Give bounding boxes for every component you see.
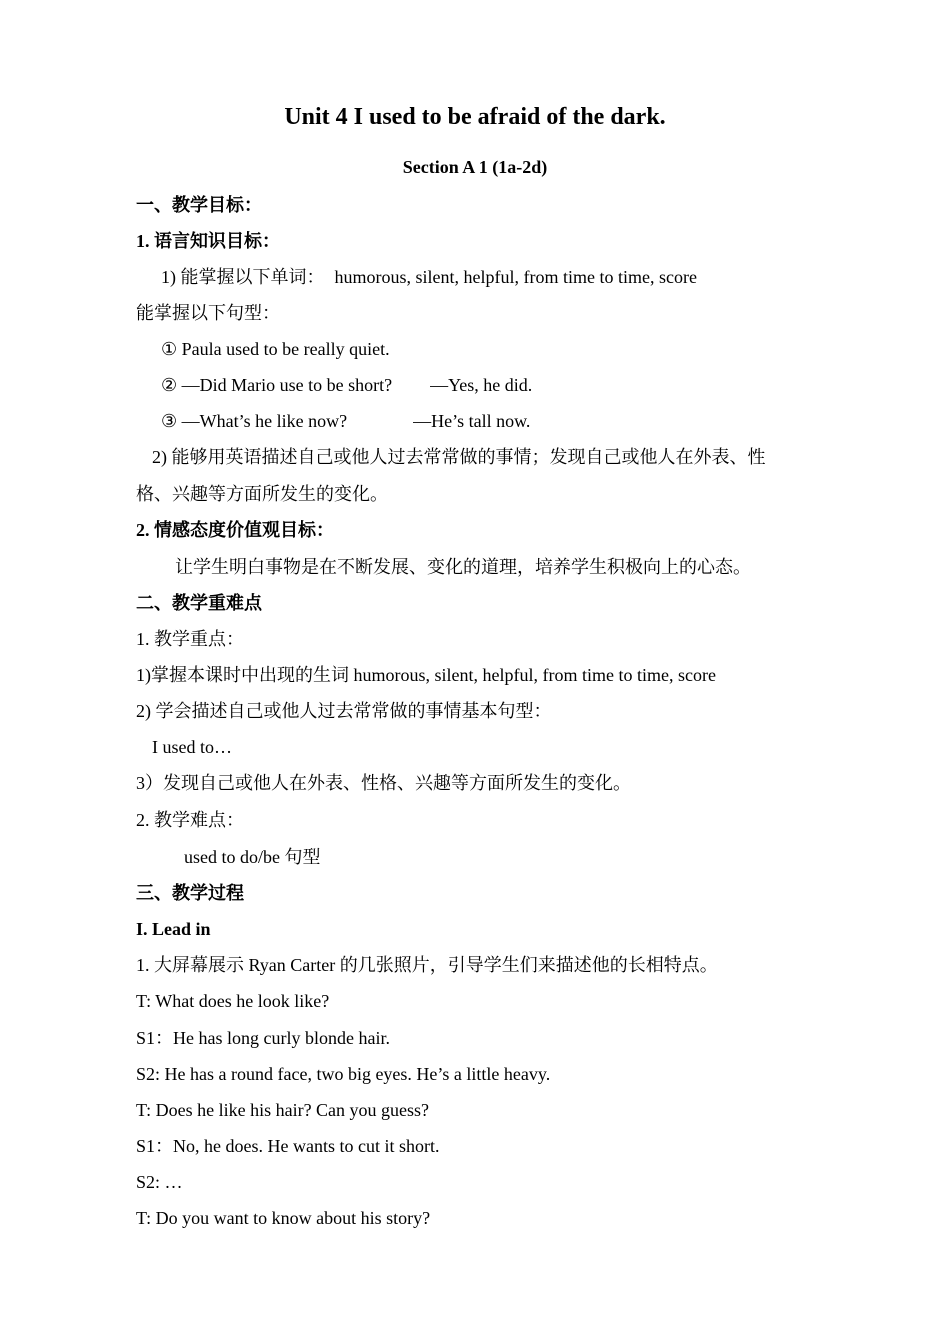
dialogue-line: S2: … bbox=[136, 1172, 183, 1192]
document-subtitle: Section A 1 (1a-2d) bbox=[402, 157, 548, 177]
key-points-heading: 1. 教学重点： bbox=[136, 629, 244, 649]
section-heading-objectives: 一、教学目标： bbox=[136, 195, 262, 215]
goal-2-line-2: 格、兴趣等方面所发生的变化。 bbox=[136, 484, 388, 504]
section-heading-process: 三、教学过程 bbox=[136, 883, 244, 903]
dialogue-line: S2: He has a round face, two big eyes. He’s a little heavy. bbox=[136, 1064, 551, 1084]
difficulty-heading: 2. 教学难点： bbox=[136, 810, 244, 830]
key-point-1: 1)掌握本课时中出现的生词 humorous, silent, helpful, from time to time, score bbox=[136, 665, 716, 685]
pattern-3 bbox=[161, 409, 830, 433]
key-point-3: 3）发现自己或他人在外表、性格、兴趣等方面所发生的变化。 bbox=[136, 773, 631, 793]
key-point-2: 2) 学会描述自己或他人过去常常做的事情基本句型： bbox=[136, 701, 552, 721]
pattern-3-answer: —He’s tall now. bbox=[413, 411, 531, 431]
dialogue-line: T: Does he like his hair? Can you guess? bbox=[136, 1100, 430, 1120]
step-1: 1. 大屏幕展示 Ryan Carter 的几张照片，引导学生们来描述他的长相特点。 bbox=[136, 955, 718, 975]
vocab-label: 1) 能掌握以下单词： bbox=[161, 267, 325, 287]
vocab-line bbox=[161, 265, 830, 289]
affective-goal-text: 让学生明白事物是在不断发展、变化的道理，培养学生积极向上的心态。 bbox=[175, 557, 751, 577]
document-title: Unit 4 I used to be afraid of the dark. bbox=[284, 104, 666, 130]
key-point-2-pattern: I used to… bbox=[152, 737, 232, 757]
section-heading-key-points: 二、教学重难点 bbox=[136, 593, 262, 613]
pattern-2 bbox=[161, 373, 830, 397]
dialogue-line: S1：No, he does. He wants to cut it short. bbox=[136, 1136, 440, 1156]
vocab-words: humorous, silent, helpful, from time to time, score bbox=[334, 267, 697, 287]
dialogue-line: T: What does he look like? bbox=[136, 991, 330, 1011]
pattern-2-question: ② —Did Mario use to be short? bbox=[161, 375, 393, 395]
pattern-1: ① Paula used to be really quiet. bbox=[161, 339, 390, 359]
pattern-2-answer: —Yes, he did. bbox=[430, 375, 533, 395]
subheading-language-goals: 1. 语言知识目标： bbox=[136, 231, 280, 251]
difficulty-1: used to do/be 句型 bbox=[184, 847, 321, 867]
dialogue-line: T: Do you want to know about his story? bbox=[136, 1208, 431, 1228]
patterns-label: 能掌握以下句型： bbox=[136, 303, 280, 323]
subheading-affective-goals: 2. 情感态度价值观目标： bbox=[136, 520, 334, 540]
goal-2-line-1: 2) 能够用英语描述自己或他人过去常常做的事情；发现自己或他人在外表、性 bbox=[152, 447, 766, 467]
dialogue-line: S1：He has long curly blonde hair. bbox=[136, 1028, 390, 1048]
lead-in-heading: I. Lead in bbox=[136, 919, 211, 939]
pattern-3-question: ③ —What’s he like now? bbox=[161, 411, 348, 431]
